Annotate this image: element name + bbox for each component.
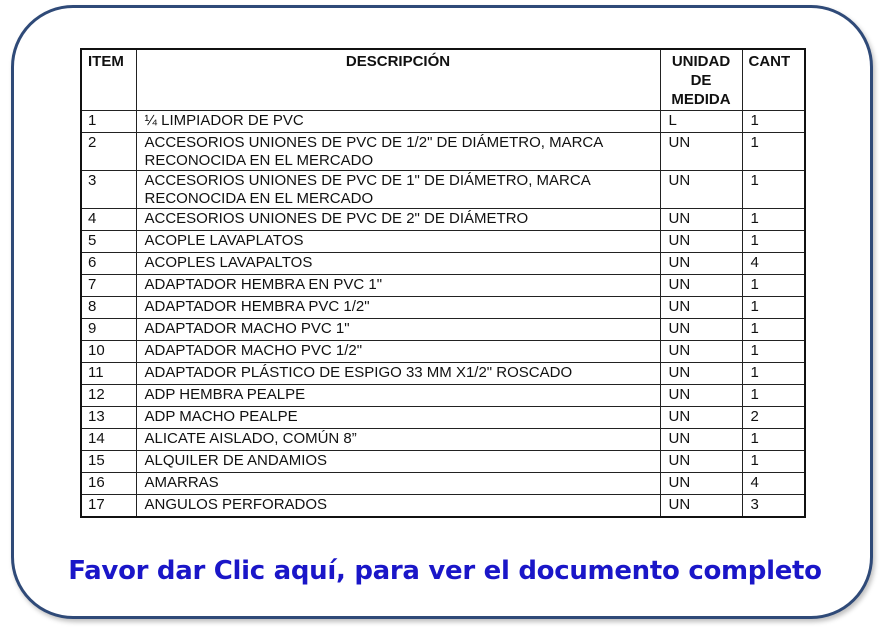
table-row <box>81 429 805 451</box>
cell-description: ACCESORIOS UNIONES DE PVC DE 1" DE DIÁMETRO, MARCA RECONOCIDA EN EL MERCADO <box>136 171 660 209</box>
cell-description: ACOPLES LAVAPALTOS <box>136 253 660 275</box>
cell-description: AMARRAS <box>136 473 660 495</box>
cell-description: ADAPTADOR HEMBRA PVC 1/2" <box>136 297 660 319</box>
header-cant: CANT <box>742 49 805 111</box>
cell-quantity: 4 <box>742 473 805 495</box>
header-unidad-line3: MEDIDA <box>671 91 731 108</box>
cell-quantity: 3 <box>742 495 805 518</box>
cell-item: 1 <box>81 111 136 133</box>
cell-unit: UN <box>660 297 742 319</box>
table-row <box>81 319 805 341</box>
cell-item: 17 <box>81 495 136 518</box>
table-row <box>81 495 805 518</box>
cell-unit: UN <box>660 319 742 341</box>
cell-quantity: 1 <box>742 133 805 171</box>
cell-unit: UN <box>660 429 742 451</box>
cell-item: 3 <box>81 171 136 209</box>
cell-unit: UN <box>660 451 742 473</box>
cell-description: ACCESORIOS UNIONES DE PVC DE 2" DE DIÁMETRO <box>136 209 660 231</box>
materials-table <box>80 48 806 518</box>
cell-quantity: 2 <box>742 407 805 429</box>
table-row <box>81 341 805 363</box>
cell-unit: UN <box>660 231 742 253</box>
header-unidad-line1: UNIDAD <box>671 53 731 70</box>
cell-unit: UN <box>660 253 742 275</box>
cell-quantity: 1 <box>742 451 805 473</box>
table-row <box>81 171 805 209</box>
cell-item: 15 <box>81 451 136 473</box>
cell-description: ADAPTADOR PLÁSTICO DE ESPIGO 33 MM X1/2" ROSCADO <box>136 363 660 385</box>
cell-quantity: 1 <box>742 171 805 209</box>
header-descripcion: DESCRIPCIÓN <box>136 49 660 111</box>
cell-item: 10 <box>81 341 136 363</box>
cell-unit: UN <box>660 209 742 231</box>
cell-quantity: 1 <box>742 297 805 319</box>
cell-item: 11 <box>81 363 136 385</box>
table-row <box>81 407 805 429</box>
cell-quantity: 1 <box>742 341 805 363</box>
table-row <box>81 297 805 319</box>
cell-item: 7 <box>81 275 136 297</box>
cell-item: 2 <box>81 133 136 171</box>
cell-item: 8 <box>81 297 136 319</box>
cell-item: 14 <box>81 429 136 451</box>
cell-unit: UN <box>660 407 742 429</box>
cell-item: 6 <box>81 253 136 275</box>
cell-description: ADAPTADOR MACHO PVC 1/2" <box>136 341 660 363</box>
table-row <box>81 111 805 133</box>
cell-description: ACCESORIOS UNIONES DE PVC DE 1/2" DE DIÁMETRO, MARCA RECONOCIDA EN EL MERCADO <box>136 133 660 171</box>
cell-quantity: 1 <box>742 231 805 253</box>
cell-item: 16 <box>81 473 136 495</box>
cell-description: ALQUILER DE ANDAMIOS <box>136 451 660 473</box>
table-row <box>81 363 805 385</box>
cell-unit: UN <box>660 341 742 363</box>
cell-description: ADP MACHO PEALPE <box>136 407 660 429</box>
header-unidad-line2: DE <box>690 72 712 89</box>
cell-item: 9 <box>81 319 136 341</box>
cell-unit: UN <box>660 363 742 385</box>
cell-description: ANGULOS PERFORADOS <box>136 495 660 518</box>
table-row <box>81 209 805 231</box>
cell-quantity: 4 <box>742 253 805 275</box>
cell-quantity: 1 <box>742 275 805 297</box>
cell-unit: UN <box>660 275 742 297</box>
cell-quantity: 1 <box>742 429 805 451</box>
cell-unit: UN <box>660 385 742 407</box>
header-item: ITEM <box>81 49 136 111</box>
table-row <box>81 133 805 171</box>
table-row <box>81 253 805 275</box>
cell-item: 4 <box>81 209 136 231</box>
cell-description: ADAPTADOR MACHO PVC 1" <box>136 319 660 341</box>
cell-quantity: 1 <box>742 363 805 385</box>
cell-description: ALICATE AISLADO, COMÚN 8” <box>136 429 660 451</box>
cell-description: ¼ LIMPIADOR DE PVC <box>136 111 660 133</box>
cell-unit: L <box>660 111 742 133</box>
cell-item: 5 <box>81 231 136 253</box>
cell-unit: UN <box>660 171 742 209</box>
cell-unit: UN <box>660 473 742 495</box>
cell-quantity: 1 <box>742 319 805 341</box>
table-header-row <box>81 49 805 111</box>
cell-unit: UN <box>660 495 742 518</box>
cell-unit: UN <box>660 133 742 171</box>
table-row <box>81 473 805 495</box>
header-unidad <box>660 49 742 111</box>
cell-description: ADP HEMBRA PEALPE <box>136 385 660 407</box>
view-full-document-link[interactable]: Favor dar Clic aquí, para ver el documento completo <box>68 556 822 586</box>
table-row <box>81 275 805 297</box>
cell-description: ACOPLE LAVAPLATOS <box>136 231 660 253</box>
table-row <box>81 231 805 253</box>
table-body <box>81 111 805 518</box>
cell-quantity: 1 <box>742 385 805 407</box>
cell-description: ADAPTADOR HEMBRA EN PVC 1" <box>136 275 660 297</box>
table-row <box>81 385 805 407</box>
cell-item: 13 <box>81 407 136 429</box>
cell-item: 12 <box>81 385 136 407</box>
table-row <box>81 451 805 473</box>
cell-quantity: 1 <box>742 111 805 133</box>
cell-quantity: 1 <box>742 209 805 231</box>
